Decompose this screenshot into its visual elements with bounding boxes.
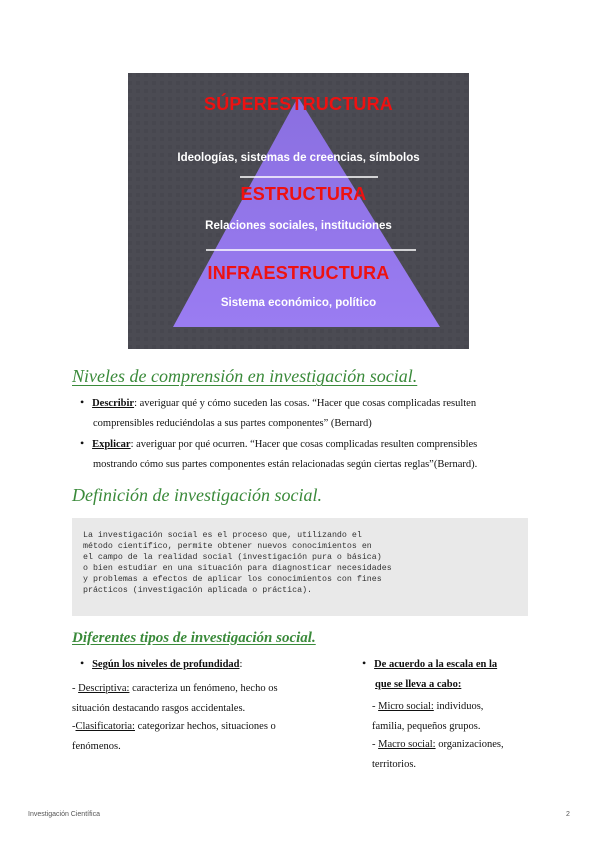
descriptiva-para xyxy=(72,679,322,719)
profundidad-heading-suffix: : xyxy=(239,659,243,670)
estructura-desc: Relaciones sociales, instituciones xyxy=(205,220,392,232)
clasificatoria-line1: categorizar hechos, situaciones o xyxy=(134,721,276,732)
explicar-line2: mostrando cómo sus partes componentes están relacionadas según ciertas reglas”(Bernard). xyxy=(93,459,478,470)
code-line: el campo de la realidad social (investigación pura o básica) xyxy=(83,553,382,562)
code-line: y problemas a efectos de aplicar los conocimientos con fines xyxy=(83,575,382,584)
bullet-explicar xyxy=(80,433,540,475)
clasificatoria-line2: fenómenos. xyxy=(72,741,121,752)
descriptiva-line1: caracteriza un fenómeno, hecho os xyxy=(129,683,278,694)
infraestructura-title: INFRAESTRUCTURA xyxy=(207,263,390,283)
explicar-line1: : averiguar por qué ocurren. “Hacer que cosas complicadas resulten comprensibles xyxy=(130,439,478,450)
estructura-title: ESTRUCTURA xyxy=(240,184,367,204)
escala-heading-line2: que se lleva a cabo: xyxy=(375,679,462,690)
escala-heading xyxy=(362,653,532,695)
code-line: La investigación social es el proceso que, utilizando el xyxy=(83,531,362,540)
code-line: método científico, permite obtener nuevos conocimientos en xyxy=(83,542,372,551)
profundidad-heading-text: Según los niveles de profundidad xyxy=(92,659,240,670)
section-comprension-title: Niveles de comprensión en investigación social. xyxy=(72,366,418,386)
superestructura-title: SÚPERESTRUCTURA xyxy=(203,94,393,114)
clasificatoria-prefix: - xyxy=(72,721,76,732)
descriptiva-prefix: - xyxy=(72,683,79,694)
section-definicion-title: Definición de investigación social. xyxy=(72,485,322,505)
clasificatoria-term: Clasificatoria: xyxy=(75,721,135,732)
infraestructura-desc: Sistema económico, político xyxy=(220,297,377,309)
micro-prefix: - xyxy=(372,701,379,712)
macro-line1: organizaciones, xyxy=(435,739,504,750)
micro-term: Micro social: xyxy=(378,701,434,712)
escala-heading-line1: De acuerdo a la escala en la xyxy=(374,659,498,670)
term-describir: Describir xyxy=(92,398,135,409)
micro-social-para xyxy=(372,697,542,737)
pyramid-figure xyxy=(128,73,469,349)
macro-term: Macro social: xyxy=(378,739,436,750)
clasificatoria-para xyxy=(72,717,322,757)
profundidad-heading xyxy=(80,653,320,675)
describir-line2: comprensibles reduciéndolas a sus partes componentes” (Bernard) xyxy=(93,418,372,429)
bullet-describir xyxy=(80,392,530,434)
macro-prefix: - xyxy=(372,739,379,750)
bullet-dot: • xyxy=(80,436,85,450)
bullet-dot: • xyxy=(362,656,367,670)
micro-line2: familia, pequeños grupos. xyxy=(372,721,481,732)
micro-line1: individuos, xyxy=(433,701,484,712)
macro-social-para xyxy=(372,735,542,775)
page-number: 2 xyxy=(566,811,570,818)
bullet-dot: • xyxy=(80,656,85,670)
bullet-dot: • xyxy=(80,395,85,409)
descriptiva-term: Descriptiva: xyxy=(78,683,130,694)
macro-line2: territorios. xyxy=(372,759,417,770)
code-line: prácticos (investigación aplicada o práctica). xyxy=(83,586,313,595)
term-explicar: Explicar xyxy=(92,439,131,450)
describir-line1: : averiguar qué y cómo suceden las cosas. “Hacer que cosas complicadas resulten xyxy=(134,398,477,409)
section-tipos-title: Diferentes tipos de investigación social. xyxy=(72,630,316,646)
definition-block xyxy=(72,518,528,616)
superestructura-desc: Ideologías, sistemas de creencias, símbolos xyxy=(177,152,420,164)
code-line: o bien estudiar en una situación para diagnosticar necesidades xyxy=(83,564,392,573)
footer-title: Investigación Científica xyxy=(28,811,100,818)
descriptiva-line2: situación destacando rasgos accidentales. xyxy=(72,703,246,714)
